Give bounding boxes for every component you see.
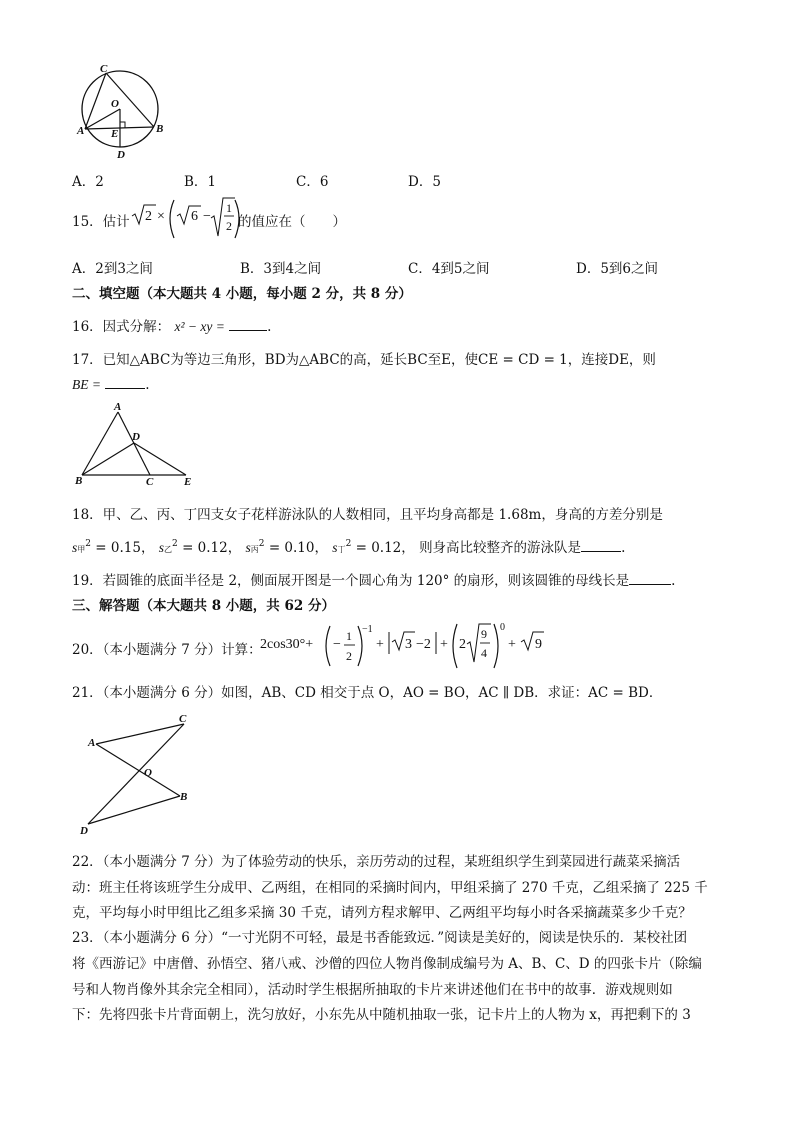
q15-stem: 15．估计 <box>72 214 130 230</box>
q23-line-3: 号和人物肖像外其余完全相同），活动时学生根据所抽取的卡片来讲述他们在书中的故事．游戏规则如 <box>72 982 673 998</box>
svg-text:2cos30°+: 2cos30°+ <box>260 637 314 652</box>
q21-stem: 21．（本小题满分 6 分）如图，AB、CD 相交于点 O，AO = BO，AC ∥ DB．求证：AC = BD． <box>72 685 663 701</box>
svg-text:4: 4 <box>481 646 487 660</box>
svg-text:+: + <box>440 637 448 652</box>
q18-answer-blank[interactable] <box>581 537 621 552</box>
fig2-label-d: D <box>132 431 140 443</box>
svg-text:1: 1 <box>346 629 352 643</box>
q23-line-4: 下：先将四张卡片背面朝上，洗匀放好，小东先从中随机抽取一张，记卡片上的人物为 x，再把剩下的 3 <box>72 1007 691 1023</box>
fig-label-d: D <box>117 149 125 161</box>
q18-variance-d: s丁$^2$ = 0.12， <box>332 539 415 556</box>
q15-option-b: B．3到4之间 <box>240 261 322 277</box>
fig3-label-b: B <box>180 791 188 803</box>
svg-text:2: 2 <box>145 209 152 224</box>
circle-figure <box>74 62 170 162</box>
q14-option-d: D．5 <box>408 174 441 190</box>
fig2-label-a: A <box>114 401 122 413</box>
svg-text:3: 3 <box>405 637 412 652</box>
svg-text:−1: −1 <box>362 624 373 635</box>
svg-text:2: 2 <box>226 219 232 233</box>
q15-option-c: C．4到5之间 <box>408 261 490 277</box>
svg-text:−: − <box>333 637 341 652</box>
q17-line2: BE = . <box>72 374 150 393</box>
svg-text:6: 6 <box>191 209 198 224</box>
q20-stem: 20．（本小题满分 7 分）计算： <box>72 642 262 658</box>
svg-text:2: 2 <box>346 649 352 663</box>
q18-line1: 18．甲、乙、丙、丁四支女子花样游泳队的人数相同，且平均身高都是 1.68m，身高的方差分别是 <box>72 507 663 523</box>
q19-answer-blank[interactable] <box>629 570 671 585</box>
q15-option-d: D．5到6之间 <box>576 261 659 277</box>
fig3-label-c: C <box>179 713 187 725</box>
svg-text:+: + <box>508 637 516 652</box>
section-3-title: 三、解答题（本大题共 8 小题，共 62 分） <box>72 598 335 614</box>
q14-option-a: A．2 <box>72 174 104 190</box>
svg-text:1: 1 <box>226 201 232 215</box>
fig3-label-d: D <box>80 825 88 837</box>
fig-label-e: E <box>111 128 119 140</box>
svg-text:×: × <box>157 209 165 224</box>
svg-text:2: 2 <box>459 637 466 652</box>
q14-option-b: B．1 <box>184 174 217 190</box>
q23-line-2: 将《西游记》中唐僧、孙悟空、猪八戒、沙僧的四位人物肖像制成编号为 A、B、C、D 的四张卡片（除编 <box>72 956 702 972</box>
q22-line-2: 动：班主任将该班学生分成甲、乙两组，在相同的采摘时间内，甲组采摘了 270 千克，乙组采摘了 225 千 <box>72 880 708 896</box>
q16-answer-blank[interactable] <box>229 316 267 331</box>
fig-label-o: O <box>111 98 119 110</box>
q15-tail: 的值应在（ ） <box>238 214 346 230</box>
q16-math: x² − xy = <box>174 319 225 334</box>
triangle-figure <box>74 400 198 486</box>
svg-text:−: − <box>203 209 211 224</box>
fig-label-c: C <box>100 63 108 75</box>
q18-variance-c: s丙$^2$ = 0.10， <box>245 539 328 556</box>
q18-variance-b: s乙$^2$ = 0.12， <box>158 539 242 556</box>
q14-option-c: C．6 <box>296 174 329 190</box>
section-2-title: 二、填空题（本大题共 4 小题，每小题 2 分，共 8 分） <box>72 286 412 302</box>
svg-text:9: 9 <box>535 637 542 652</box>
q23-line-1: 23．（本小题满分 6 分）“一寸光阴不可轻，最是书香能致远．”阅读是美好的，阅读是快乐的．某校社团 <box>72 930 688 946</box>
svg-text:9: 9 <box>481 627 487 641</box>
q16: 16．因式分解： x² − xy = . <box>72 315 271 335</box>
fig3-label-a: A <box>88 737 96 749</box>
fig2-label-e: E <box>184 476 192 486</box>
q22-line-1: 22．（本小题满分 7 分）为了体验劳动的快乐，亲历劳动的过程，某班组织学生到菜园进行蔬菜采摘活 <box>72 854 681 870</box>
q20-math-expression <box>258 618 548 672</box>
svg-text:+: + <box>376 637 384 652</box>
q17-line1: 17．已知△ABC为等边三角形，BD为△ABC的高，延长BC至E，使CE = CD = 1，连接DE，则 <box>72 352 656 368</box>
q15-option-a: A．2到3之间 <box>72 261 153 277</box>
svg-text:0: 0 <box>500 622 505 633</box>
intersecting-lines-figure <box>74 708 204 840</box>
fig2-label-c: C <box>146 476 154 486</box>
q15-math-expression <box>130 194 242 244</box>
q17-answer-blank[interactable] <box>105 374 145 389</box>
q18-variance-a: s甲$^2$ = 0.15， <box>72 539 155 556</box>
q18-line2: s甲$^2$ = 0.15， s乙$^2$ = 0.12， s丙$^2$ = 0.10， s丁$^2$ = 0.12， 则身高比较整齐的游泳队是 . <box>72 539 626 556</box>
q19: 19．若圆锥的底面半径是 2，侧面展开图是一个圆心角为 120° 的扇形，则该圆锥的母线长是 . <box>72 569 675 589</box>
q22-line-3: 克，平均每小时甲组比乙组多采摘 30 千克，请列方程求解甲、乙两组平均每小时各采摘蔬菜多少千克？ <box>72 905 692 921</box>
fig3-label-o: O <box>144 767 152 779</box>
fig-label-b: B <box>156 123 164 135</box>
fig-label-a: A <box>77 125 85 137</box>
fig2-label-b: B <box>75 475 83 486</box>
svg-text:−2: −2 <box>416 637 431 652</box>
